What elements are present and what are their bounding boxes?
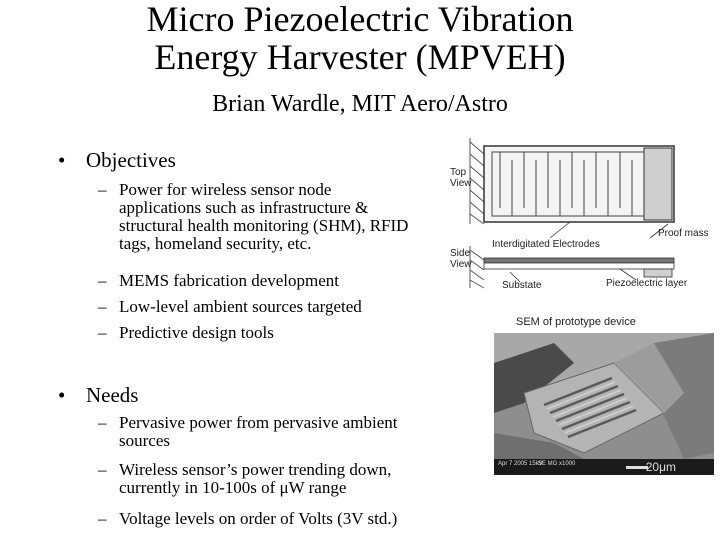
label-line: View — [450, 178, 472, 189]
sem-info-bar — [494, 459, 714, 475]
bullet-dot: • — [58, 383, 66, 407]
dash: – — [98, 413, 107, 432]
side-view-label — [450, 248, 472, 270]
item-line: structural health monitoring (SHM), RFID — [119, 216, 409, 235]
objective-item-ambient — [98, 298, 468, 316]
label-line: Side — [450, 248, 471, 259]
label-line: View — [450, 259, 472, 270]
item-line: Predictive design tools — [119, 323, 274, 342]
piezoelectric-layer-label: Piezoelectric layer — [606, 278, 688, 289]
need-item-voltage — [98, 510, 468, 528]
device-figure — [440, 138, 718, 478]
dash: – — [98, 271, 107, 290]
dash: – — [98, 180, 107, 199]
item-line: Power for wireless sensor node — [119, 180, 332, 199]
title-line-1: Micro Piezoelectric Vibration — [146, 0, 574, 39]
objectives-bullet — [58, 148, 176, 172]
substrate-label: Substate — [502, 280, 542, 291]
dash: – — [98, 297, 107, 316]
item-line: MEMS fabrication development — [119, 271, 340, 290]
item-line: tags, homeland security, etc. — [119, 234, 312, 253]
need-item-power-trend — [98, 461, 468, 497]
dash: – — [98, 509, 107, 528]
sem-image — [494, 333, 714, 475]
objective-item-design-tools — [98, 324, 468, 342]
proof-mass-label: Proof mass — [658, 228, 709, 239]
slide-subtitle: Brian Wardle, MIT Aero/Astro — [212, 91, 508, 117]
device-schematic — [440, 138, 718, 298]
slide-title — [0, 0, 720, 76]
item-line: Low-level ambient sources targeted — [119, 297, 362, 316]
item-line: applications such as infrastructure & — [119, 198, 369, 217]
sem-caption: SEM of prototype device — [516, 316, 636, 328]
sem-device-drawing — [494, 333, 714, 475]
label-line: Top — [450, 167, 467, 178]
objectives-label: Objectives — [86, 148, 176, 172]
need-item-pervasive — [98, 414, 468, 450]
sem-scale-label: 20μm — [645, 460, 676, 474]
needs-bullet — [58, 383, 138, 407]
needs-label: Needs — [86, 383, 139, 407]
sem-info-mid: SE MG x1000 — [538, 461, 576, 467]
top-view-label — [450, 167, 472, 189]
item-line: sources — [119, 431, 170, 450]
item-line: Wireless sensor’s power trending down, — [119, 460, 392, 479]
scale-bar — [626, 466, 648, 469]
bullet-dot: • — [58, 148, 66, 172]
title-line-2: Energy Harvester (MPVEH) — [154, 37, 566, 77]
objective-item-power — [98, 181, 468, 253]
item-line: Pervasive power from pervasive ambient — [119, 413, 398, 432]
electrodes-label: Interdigitated Electrodes — [492, 239, 600, 250]
item-line: currently in 10-100s of μW range — [119, 478, 347, 497]
dash: – — [98, 323, 107, 342]
objective-item-mems — [98, 272, 468, 290]
item-line: Voltage levels on order of Volts (3V std.) — [119, 509, 398, 528]
dash: – — [98, 460, 107, 479]
sem-info-left: Apr 7 2005 15kV — [498, 461, 543, 467]
